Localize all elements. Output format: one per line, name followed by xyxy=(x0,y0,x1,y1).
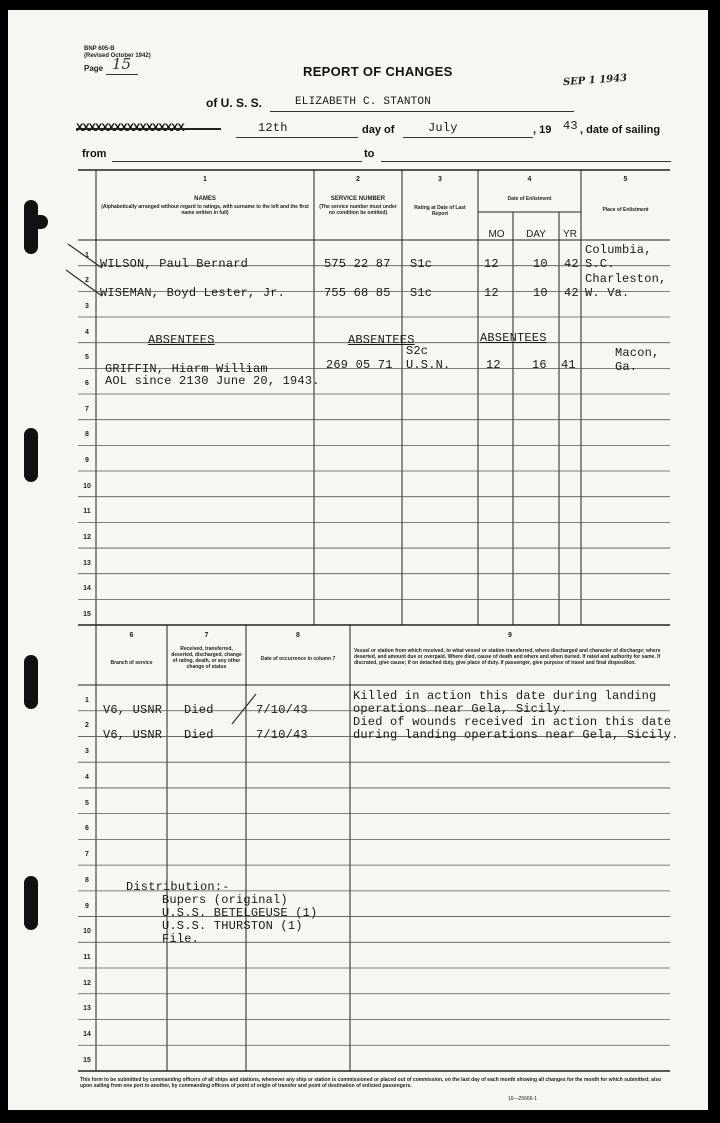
place-cell: Ga. xyxy=(615,360,638,374)
month-value: July xyxy=(428,121,458,135)
row-number: 8 xyxy=(85,876,89,884)
row-number: 14 xyxy=(83,585,91,593)
distribution-label: Distribution:- xyxy=(126,880,230,894)
sailing-label: , date of sailing xyxy=(580,124,661,136)
page-number: 15 xyxy=(112,55,132,73)
date-enlistment-header: Date of Enlistment xyxy=(507,196,552,202)
row-number: 13 xyxy=(83,1005,91,1013)
place-cell: Macon, xyxy=(615,346,660,360)
row-number: 4 xyxy=(85,328,89,336)
name-cell: WISEMAN, Boyd Lester, Jr. xyxy=(100,286,286,300)
pen-stroke xyxy=(230,690,260,730)
form-number: BNP 605-B xyxy=(84,46,115,52)
occurrence-header: Date of occurrence in column 7 xyxy=(260,656,336,662)
row-number: 6 xyxy=(85,380,89,388)
col-num: 4 xyxy=(527,176,532,183)
row-number: 4 xyxy=(85,773,89,781)
vessel-header: Vessel or station from which received, to what vessel or station transferred, where discharged and character of discharge; where deserted, and amount due or overpaid. Where died, cause of death and where and when buried. If rated and authority for same. If discrated, give cause; if on detached duty, give place of duty. If passenger, give purpose of travel and final disposition. xyxy=(354,648,661,666)
row-number: 2 xyxy=(85,277,89,285)
service-number-note: (The service number must under no condition be omitted) xyxy=(319,204,397,216)
service-number-header: SERVICE NUMBER xyxy=(330,196,386,202)
name-cell: GRIFFIN, Hiarm William xyxy=(105,362,268,376)
received-header: Received, transferred, deserted, discharged, change of rating, death, or any other change of status xyxy=(171,646,242,670)
place-header: Place of Enlistment xyxy=(602,207,649,213)
row-number: 7 xyxy=(85,851,89,859)
mo-header: MO xyxy=(488,229,505,240)
report-of-changes-form xyxy=(8,10,708,1110)
lower-table-grid xyxy=(8,10,708,1110)
row-number: 5 xyxy=(85,354,89,362)
distribution-item: Bupers (original) xyxy=(162,893,288,907)
name-cell: WILSON, Paul Bernard xyxy=(100,257,249,271)
remark-cell: during landing operations near Gela, Sicily. xyxy=(353,728,679,742)
place-cell: Columbia, xyxy=(585,243,652,257)
col-num: 5 xyxy=(623,176,628,183)
col-num: 1 xyxy=(203,176,207,183)
service-cell: 575 22 87 xyxy=(324,257,391,271)
page-title: REPORT OF CHANGES xyxy=(303,64,453,79)
day-cell: 10 xyxy=(533,286,548,300)
yr-cell: 42 xyxy=(564,286,579,300)
row-number: 7 xyxy=(85,405,89,413)
service-cell: 269 05 71 xyxy=(326,358,393,372)
absentees-label: ABSENTEES xyxy=(148,333,215,347)
row-number: 5 xyxy=(85,799,89,807)
uss-label: of U. S. S. xyxy=(206,96,263,110)
row-number: 12 xyxy=(83,534,91,542)
place-cell: W. Va. xyxy=(585,286,630,300)
day-cell: 10 xyxy=(533,257,548,271)
remark-cell: Killed in action this date during landing xyxy=(353,689,657,703)
place-cell: S.C. xyxy=(585,257,615,271)
names-note: (Alphabetically arranged without regard to ratings, with surname to the left and the first name written in full) xyxy=(101,204,309,216)
change-cell: Died xyxy=(184,728,214,742)
col-num: 2 xyxy=(356,176,360,183)
row-number: 13 xyxy=(83,559,91,567)
row-number: 15 xyxy=(83,1056,91,1064)
rating-cell: S2c xyxy=(406,344,429,358)
place-cell: Charleston, xyxy=(585,272,667,286)
struck-label: XXXXXXXXXXXXXXXXX xyxy=(76,122,184,134)
row-number: 11 xyxy=(83,508,91,516)
day-value: 12th xyxy=(258,121,288,135)
row-number: 9 xyxy=(85,902,89,910)
rating-cell: S1c xyxy=(410,286,433,300)
yr-cell: 41 xyxy=(561,358,576,372)
date-stamp: SEP 1 1943 xyxy=(562,72,628,89)
col-num: 8 xyxy=(296,632,300,639)
col-num: 9 xyxy=(508,632,512,639)
year-prefix: , 19 xyxy=(533,124,552,136)
row-number: 6 xyxy=(85,825,89,833)
mo-cell: 12 xyxy=(486,358,501,372)
distribution-item: U.S.S. THURSTON (1) xyxy=(162,919,303,933)
row-number: 3 xyxy=(85,303,89,310)
row-number: 11 xyxy=(83,954,91,962)
aol-note: AOL since 2130 June 20, 1943. xyxy=(105,374,320,388)
rating-cell: U.S.N. xyxy=(406,358,451,372)
yr-header: YR xyxy=(563,229,577,240)
row-number: 15 xyxy=(83,611,91,619)
to-label: to xyxy=(364,148,375,160)
rating-cell: S1c xyxy=(410,257,433,271)
row-number: 1 xyxy=(85,696,89,704)
footer-note: This form to be submitted by commanding officers of all ships and stations, whenever any ship or station is commissioned or placed out of commission, on the last day of each month showing all changes for the month for which submitted; also upon sailing from one port to another, by commanding officers of point of origin of transfer and point of destination of enlisted passengers. xyxy=(80,1077,662,1089)
from-label: from xyxy=(82,148,107,160)
row-number: 2 xyxy=(85,722,89,730)
distribution-item: File. xyxy=(162,932,200,946)
page-label: Page xyxy=(84,64,104,73)
row-number: 10 xyxy=(83,482,91,490)
year-value: 43 xyxy=(563,119,578,133)
col-num: 7 xyxy=(204,632,209,639)
change-cell: Died xyxy=(184,703,214,717)
row-number: 3 xyxy=(85,748,89,756)
service-cell: 755 68 85 xyxy=(324,286,391,300)
row-number: 14 xyxy=(83,1031,91,1039)
absentees-label: ABSENTEES xyxy=(480,331,547,345)
ship-name: ELIZABETH C. STANTON xyxy=(295,96,432,108)
form-revised: (Revised October 1942) xyxy=(84,53,151,59)
row-number: 10 xyxy=(83,928,91,936)
branch-header: Branch of service xyxy=(110,660,153,666)
remark-cell: operations near Gela, Sicily. xyxy=(353,702,568,716)
day-of-label: day of xyxy=(362,124,395,136)
remark-cell: Died of wounds received in action this date xyxy=(353,715,672,729)
col-num: 3 xyxy=(438,176,442,183)
date-cell: 7/10/43 xyxy=(256,703,308,717)
absentees-label: ABSENTEES xyxy=(348,333,415,347)
date-cell: 7/10/43 xyxy=(256,728,308,742)
branch-cell: V6, USNR xyxy=(103,728,163,742)
yr-cell: 42 xyxy=(564,257,579,271)
row-number: 8 xyxy=(85,431,89,439)
day-cell: 16 xyxy=(532,358,547,372)
print-code: 16—25666-1 xyxy=(508,1096,537,1102)
row-number: 1 xyxy=(85,251,89,259)
row-number: 12 xyxy=(83,979,91,987)
distribution-item: U.S.S. BETELGEUSE (1) xyxy=(162,906,318,920)
row-number: 9 xyxy=(85,457,89,465)
mo-cell: 12 xyxy=(484,286,499,300)
mo-cell: 12 xyxy=(484,257,499,271)
branch-cell: V6, USNR xyxy=(103,703,163,717)
col-num: 6 xyxy=(129,632,134,639)
day-header: DAY xyxy=(526,229,546,240)
rating-header: Rating at Date of Last Report xyxy=(414,205,466,217)
names-header: NAMES xyxy=(194,196,216,202)
